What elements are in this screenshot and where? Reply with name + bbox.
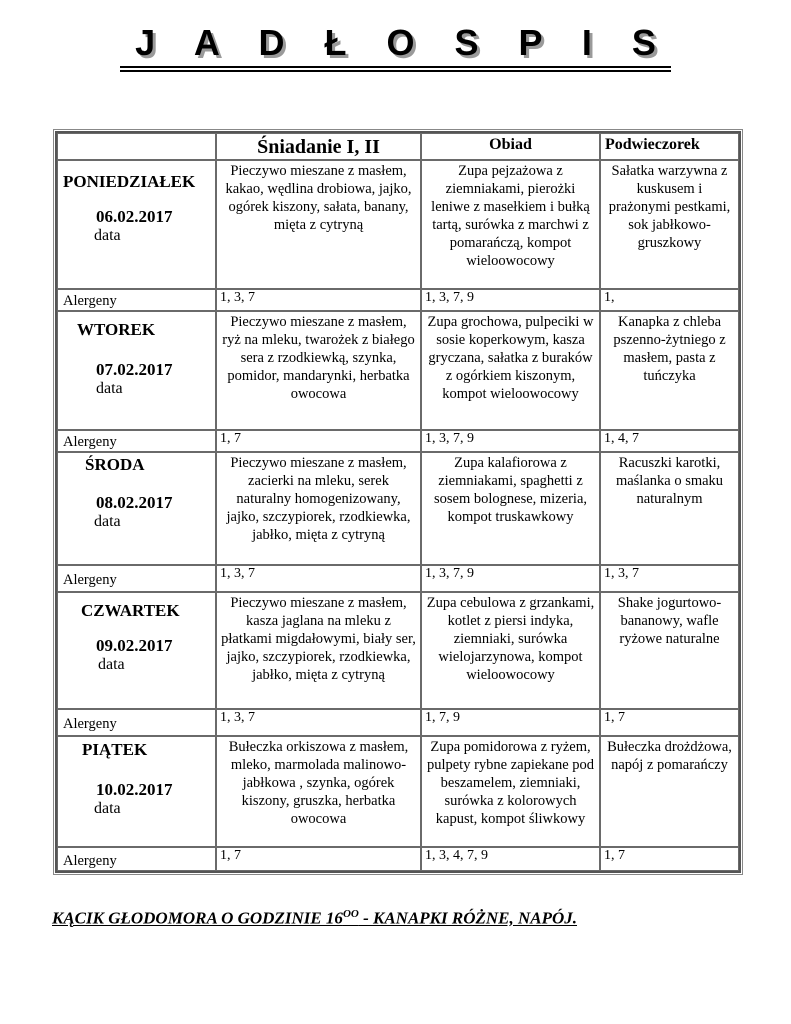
day-name: CZWARTEK	[81, 601, 180, 620]
day-date: 09.02.2017	[96, 636, 173, 655]
day-name: ŚRODA	[85, 455, 145, 474]
allergen-snack: 1, 7	[600, 709, 739, 736]
day-row	[57, 311, 739, 430]
breakfast-cell: Pieczywo mieszane z masłem, ryż na mleku, twarożek z białego sera z rzodkiewką, szynka, pomidor, mandarynki, herbatka owocowa	[216, 311, 421, 430]
day-cell	[57, 592, 216, 709]
page-title: J A D Ł O S P I S	[120, 20, 671, 68]
breakfast-cell: Pieczywo mieszane z masłem, kakao, wędlina drobiowa, jajko, ogórek kiszony, sałata, banany, mięta z cytryną	[216, 160, 421, 289]
lunch-cell: Zupa grochowa, pulpeciki w sosie koperkowym, kasza gryczana, sałatka z buraków z ogórkiem kiszonym, kompot wieloowocowy	[421, 311, 600, 430]
day-row	[57, 592, 739, 709]
allergen-lunch: 1, 3, 7, 9	[421, 289, 600, 311]
header-row	[57, 133, 739, 160]
day-date: 10.02.2017	[96, 780, 173, 799]
day-data-label: data	[94, 800, 121, 817]
allergen-breakfast: 1, 7	[216, 430, 421, 452]
allergen-label: Alergeny	[57, 289, 216, 311]
lunch-cell: Zupa pomidorowa z ryżem, pulpety rybne zapiekane pod beszamelem, ziemniaki, surówka z kolorowych kapust, kompot śliwkowy	[421, 736, 600, 847]
breakfast-cell: Pieczywo mieszane z masłem, kasza jaglana na mleku z płatkami migdałowymi, biały ser, jajko, szczypiorek, rzodkiewka, jabłko, mięta z cytryną	[216, 592, 421, 709]
allergen-breakfast: 1, 3, 7	[216, 289, 421, 311]
allergen-row	[57, 565, 739, 592]
day-cell	[57, 736, 216, 847]
allergen-breakfast: 1, 7	[216, 847, 421, 871]
day-cell	[57, 160, 216, 289]
footer-text-after: - KANAPKI RÓŻNE, NAPÓJ.	[358, 908, 578, 928]
lunch-cell: Zupa pejzażowa z ziemniakami, pierożki leniwe z masełkiem i bułką tartą, surówka z marchwi z pomarańczą, kompot wieloowocowy	[421, 160, 600, 289]
day-data-label: data	[98, 656, 125, 673]
allergen-breakfast: 1, 3, 7	[216, 709, 421, 736]
allergen-label: Alergeny	[57, 430, 216, 452]
allergen-lunch: 1, 7, 9	[421, 709, 600, 736]
allergen-snack: 1, 4, 7	[600, 430, 739, 452]
footer-note	[52, 908, 772, 929]
allergen-breakfast: 1, 3, 7	[216, 565, 421, 592]
day-data-label: data	[94, 513, 121, 530]
snack-cell: Racuszki karotki, maślanka o smaku naturalnym	[600, 452, 739, 565]
lunch-cell: Zupa kalafiorowa z ziemniakami, spaghetti z sosem bolognese, mizeria, kompot truskawkowy	[421, 452, 600, 565]
header-corner	[57, 133, 216, 160]
snack-cell: Kanapka z chleba pszenno-żytniego z masłem, pasta z tuńczyka	[600, 311, 739, 430]
day-date: 08.02.2017	[96, 493, 173, 512]
allergen-lunch: 1, 3, 7, 9	[421, 430, 600, 452]
title-wrap	[0, 20, 791, 68]
footer-superscript: OO	[342, 908, 359, 920]
day-data-label: data	[96, 380, 123, 397]
day-name: PIĄTEK	[82, 740, 148, 759]
allergen-lunch: 1, 3, 4, 7, 9	[421, 847, 600, 871]
breakfast-cell: Pieczywo mieszane z masłem, zacierki na mleku, serek naturalny homogenizowany, jajko, szczypiorek, rzodkiewka, jabłko, mięta z cytryną	[216, 452, 421, 565]
breakfast-cell: Bułeczka orkiszowa z masłem, mleko, marmolada malinowo-jabłkowa , szynka, ogórek kiszony, gruszka, herbatka owocowa	[216, 736, 421, 847]
header-snack: Podwieczorek	[600, 133, 739, 160]
snack-cell: Sałatka warzywna z kuskusem i prażonymi pestkami, sok jabłkowo-gruszkowy	[600, 160, 739, 289]
allergen-row	[57, 289, 739, 311]
menu-table	[55, 131, 741, 873]
allergen-snack: 1,	[600, 289, 739, 311]
day-date: 06.02.2017	[96, 207, 173, 226]
day-data-label: data	[94, 227, 121, 244]
day-cell	[57, 452, 216, 565]
allergen-row	[57, 847, 739, 871]
lunch-cell: Zupa cebulowa z grzankami, kotlet z piersi indyka, ziemniaki, surówka wielojarzynowa, kompot wieloowocowy	[421, 592, 600, 709]
allergen-row	[57, 709, 739, 736]
day-name: WTOREK	[77, 320, 156, 339]
day-name: PONIEDZIAŁEK	[63, 172, 196, 191]
header-lunch: Obiad	[421, 133, 600, 160]
snack-cell: Shake jogurtowo-bananowy, wafle ryżowe naturalne	[600, 592, 739, 709]
allergen-snack: 1, 3, 7	[600, 565, 739, 592]
allergen-row	[57, 430, 739, 452]
allergen-lunch: 1, 3, 7, 9	[421, 565, 600, 592]
allergen-snack: 1, 7	[600, 847, 739, 871]
day-row	[57, 452, 739, 565]
day-row	[57, 736, 739, 847]
footer-text-before: KĄCIK GŁODOMORA O GODZINIE 16	[52, 908, 343, 928]
allergen-label: Alergeny	[57, 709, 216, 736]
day-date: 07.02.2017	[96, 360, 173, 379]
allergen-label: Alergeny	[57, 565, 216, 592]
day-cell	[57, 311, 216, 430]
day-row	[57, 160, 739, 289]
allergen-label: Alergeny	[57, 847, 216, 871]
header-breakfast: Śniadanie I, II	[216, 133, 421, 160]
snack-cell: Bułeczka drożdżowa, napój z pomarańczy	[600, 736, 739, 847]
